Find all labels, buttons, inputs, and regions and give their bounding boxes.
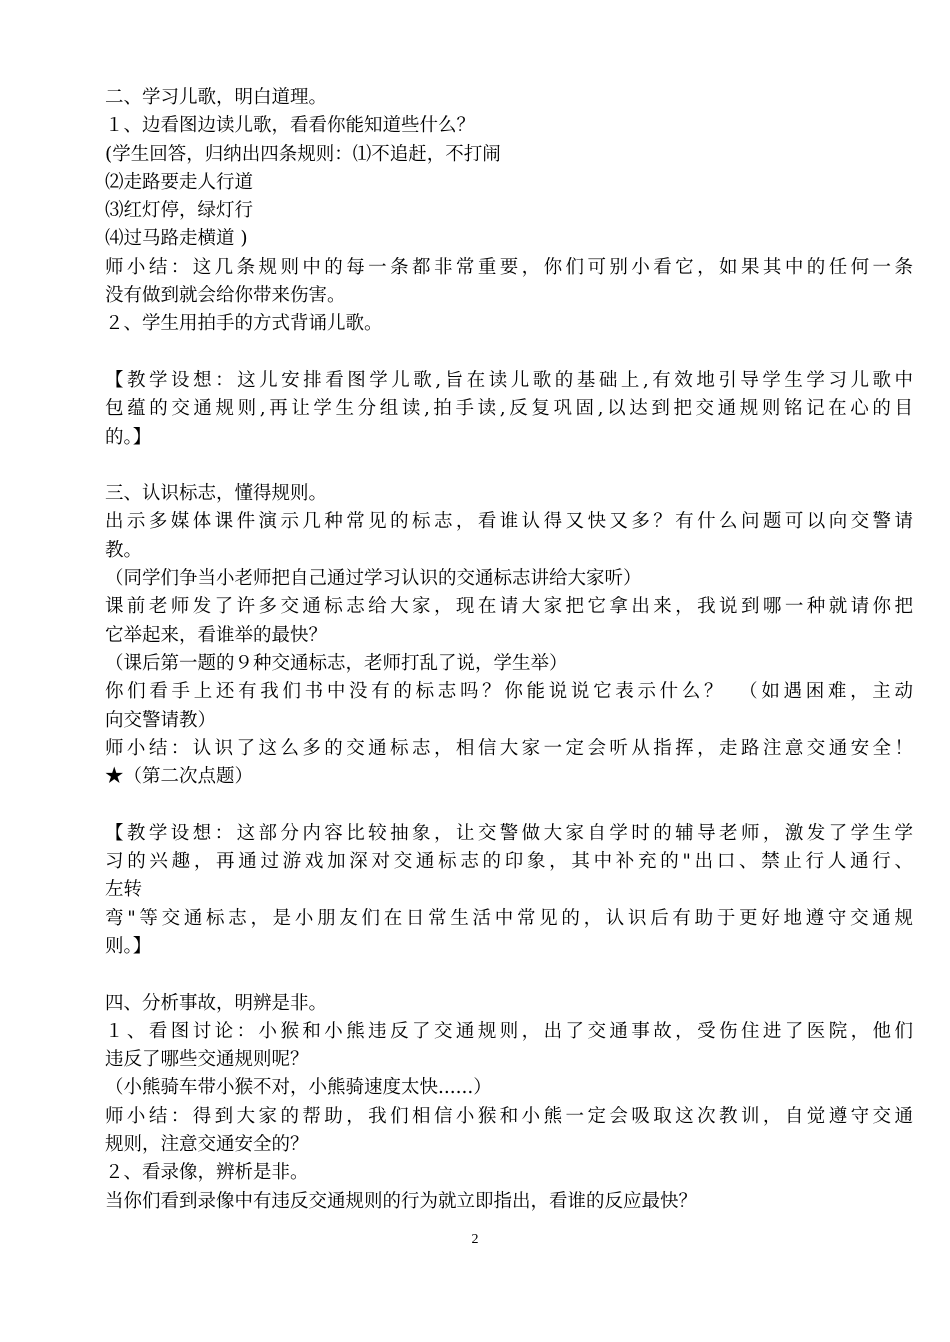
text-line: 违反了哪些交通规则呢？: [105, 1049, 309, 1071]
text-line: ★（第二次点题）: [105, 766, 254, 788]
text-line: (学生回答，归纳出四条规则：⑴不追赶，不打闹: [105, 143, 501, 165]
blank-line: [105, 961, 913, 989]
text-line: ⑵走路要走人行道: [105, 171, 254, 193]
text-line: （同学们争当小老师把自己通过学习认识的交通标志讲给大家听）: [105, 568, 642, 590]
text-line: 习的兴趣，再通过游戏加深对交通标志的印象，其中补充的"出口、禁止行人通行、: [105, 851, 913, 873]
text-line: １、看图讨论：小猴和小熊违反了交通规则，出了交通事故，受伤住进了医院，他们: [105, 1020, 913, 1042]
text-line: 包蕴的交通规则,再让学生分组读,拍手读,反复巩固,以达到把交通规则铭记在心的目: [105, 398, 913, 420]
text-line: （课后第一题的９种交通标志，老师打乱了说，学生举）: [105, 652, 568, 674]
text-line: 规则，注意交通安全的？: [105, 1133, 309, 1155]
text-line: 课前老师发了许多交通标志给大家，现在请大家把它拿出来，我说到哪一种就请你把: [105, 596, 913, 618]
text-line: （小熊骑车带小猴不对，小熊骑速度太快......）: [105, 1077, 492, 1099]
text-line: 没有做到就会给你带来伤害。: [105, 285, 346, 307]
text-line: 你们看手上还有我们书中没有的标志吗？你能说说它表示什么？ （如遇困难，主动: [105, 681, 913, 703]
text-line: 则。】: [105, 935, 152, 957]
text-line: 左转: [105, 879, 143, 901]
text-line: 向交警请教）: [105, 709, 217, 731]
text-line: 【教学设想：这部分内容比较抽象，让交警做大家自学时的辅导老师，激发了学生学: [105, 822, 913, 844]
text-line: 它举起来，看谁举的最快？: [105, 624, 328, 646]
text-line: 教。: [105, 539, 143, 561]
page-number: 2: [471, 1232, 479, 1247]
text-line: 师小结：得到大家的帮助，我们相信小猴和小熊一定会吸取这次教训，自觉遵守交通: [105, 1105, 913, 1127]
text-line: 二、学习儿歌，明白道理。: [105, 87, 328, 108]
text-line: 四、分析事故，明辨是非。: [105, 992, 328, 1014]
text-line: 出示多媒体课件演示几种常见的标志，看谁认得又快又多？有什么问题可以向交警请: [105, 511, 913, 533]
text-line: １、边看图边读儿歌，看看你能知道些什么？: [105, 115, 476, 137]
text-line: 师小结：认识了这么多的交通标志，相信大家一定会听从指挥，走路注意交通安全！: [105, 737, 913, 759]
text-line: 【教学设想：这儿安排看图学儿歌,旨在读儿歌的基础上,有效地引导学生学习儿歌中: [105, 369, 913, 391]
page-body: [105, 84, 913, 1216]
blank-line: [105, 791, 913, 819]
text-line: 弯"等交通标志，是小朋友们在日常生活中常见的，认识后有助于更好地遵守交通规: [105, 907, 913, 929]
text-line: 三、认识标志，懂得规则。: [105, 483, 328, 505]
text-line: 师小结：这几条规则中的每一条都非常重要，你们可别小看它，如果其中的任何一条: [105, 256, 913, 278]
text-line: 当你们看到录像中有违反交通规则的行为就立即指出，看谁的反应最快？: [105, 1190, 698, 1212]
text-line: ２、学生用拍手的方式背诵儿歌。: [105, 313, 383, 335]
text-line: ２、看录像，辨析是非。: [105, 1162, 309, 1184]
text-line: ⑷过马路走横道 ): [105, 228, 248, 250]
blank-line: [105, 452, 913, 480]
text-line: ⑶红灯停，绿灯行: [105, 200, 254, 222]
blank-line: [105, 339, 913, 367]
text-line: 的。】: [105, 426, 152, 448]
